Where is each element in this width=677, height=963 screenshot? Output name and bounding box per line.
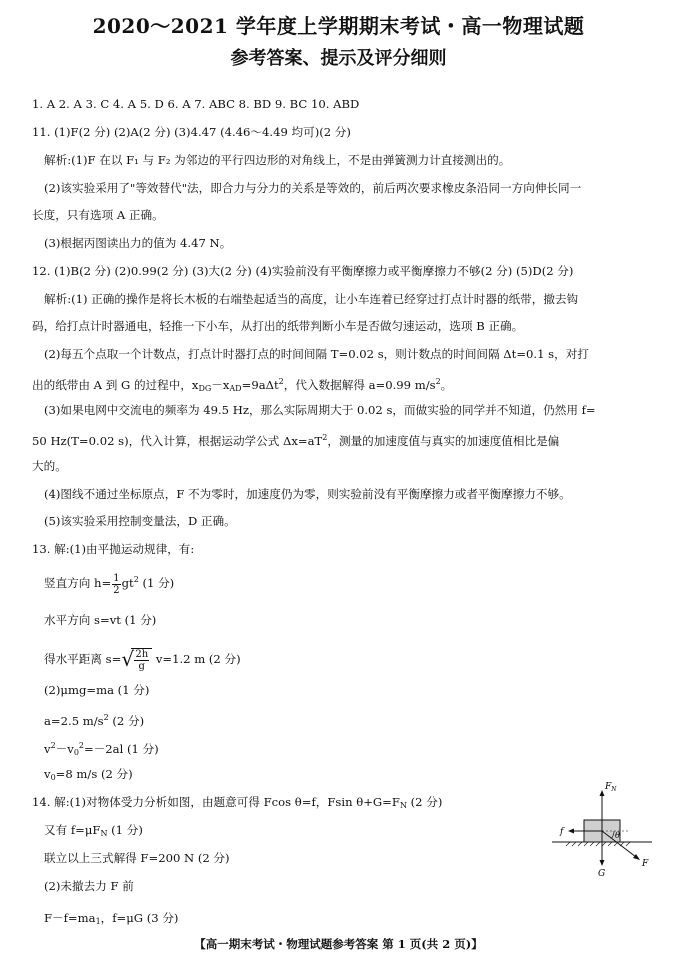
label: F xyxy=(605,782,612,792)
force-diagram xyxy=(552,780,652,880)
denominator: 2 xyxy=(113,584,120,596)
text: v xyxy=(44,767,51,781)
q11-line-3: 长度，只有选项 A 正确。 xyxy=(32,208,164,222)
q12-line-4 xyxy=(32,374,452,397)
text: (1 分) xyxy=(107,823,143,837)
q13-vertical xyxy=(44,572,174,596)
label-sub: N xyxy=(611,786,617,793)
text: (2 分) xyxy=(406,795,443,809)
normal-force-label xyxy=(604,782,617,793)
arrow-head-icon xyxy=(600,860,605,866)
text: (2 分) xyxy=(108,714,145,728)
q12-line-8: (4)图线不通过坐标原点，F 不为零时，加速度仍为零，则实验前没有平衡摩擦力或者平衡摩擦力不够。 xyxy=(44,487,571,501)
q14-head xyxy=(32,794,442,814)
superscript: 2 xyxy=(50,741,56,750)
subscript: AD xyxy=(229,384,242,393)
text: －v xyxy=(55,742,74,756)
superscript: 2 xyxy=(78,741,84,750)
page-subtitle: 参考答案、提示及评分细则 xyxy=(230,48,447,69)
q13-accel xyxy=(44,710,144,729)
q13-velocity-eq xyxy=(44,738,159,761)
q13-horizontal: 水平方向 s=vt (1 分) xyxy=(44,613,157,627)
radical-icon: √ xyxy=(121,647,135,671)
text: (1 分) xyxy=(138,576,175,590)
q14-line-3: (2)未撤去力 F 前 xyxy=(44,879,134,893)
text: =－2al (1 分) xyxy=(84,742,159,756)
numerator: 2h xyxy=(135,649,149,660)
page-footer: 【高一期末考试・物理试题参考答案 第 1 页(共 2 页)】 xyxy=(194,937,483,951)
q12-line-9: (5)该实验采用控制变量法，D 正确。 xyxy=(44,514,236,528)
q14-line-1 xyxy=(44,822,143,842)
superscript: 2 xyxy=(133,575,139,584)
q11-line-4: (3)根据丙图读出力的值为 4.47 N。 xyxy=(44,236,232,250)
text: －x xyxy=(211,378,230,392)
fraction xyxy=(134,649,149,672)
q12-line-3: (2)每五个点取一个计数点，打点计时器打点的时间间隔 T=0.02 s，则计数点的时间间隔 Δt=0.1 s，对打 xyxy=(44,347,589,361)
text: 14. 解:(1)对物体受力分析如图，由题意可得 Fcos θ=f，Fsin θ+G=F xyxy=(32,795,400,809)
text: =9aΔt xyxy=(241,378,279,392)
q13-distance xyxy=(44,648,241,672)
q12-line-6 xyxy=(32,430,559,449)
angle-label: θ xyxy=(615,831,620,840)
text: ，f=μG (3 分) xyxy=(100,911,179,925)
q12-line-1: 解析:(1) 正确的操作是将长木板的右端垫起适当的高度，让小车连着已经穿过打点计时器的纸带，撤去钩 xyxy=(44,292,579,306)
text: F－f=ma xyxy=(44,911,96,925)
q13-v0 xyxy=(44,766,133,786)
choice-answers: 1. A 2. A 3. C 4. A 5. D 6. A 7. ABC 8. BD 9. BC 10. ABD xyxy=(32,97,360,111)
superscript: 2 xyxy=(103,713,109,722)
text: 出的纸带由 A 到 G 的过程中，x xyxy=(32,378,199,392)
subscript: N xyxy=(399,801,407,810)
q14-line-2: 联立以上三式解得 F=200 N (2 分) xyxy=(44,851,230,865)
text: 得水平距离 s= xyxy=(44,652,122,666)
arrow-head-icon xyxy=(600,790,605,796)
text: ，代入数据解得 a=0.99 m/s xyxy=(283,378,436,392)
applied-force-label: F xyxy=(642,859,649,869)
text: 竖直方向 h= xyxy=(44,576,112,590)
text: v=1.2 m (2 分) xyxy=(152,652,241,666)
text: ，测量的加速度值与真实的加速度值相比是偏 xyxy=(327,434,560,448)
q11-head: 11. (1)F(2 分) (2)A(2 分) (3)4.47 (4.46～4.49 均可)(2 分) xyxy=(32,125,351,139)
subscript: DG xyxy=(198,384,212,393)
subscript: N xyxy=(100,829,108,838)
subscript: 1 xyxy=(95,917,101,926)
q13-head: 13. 解:(1)由平抛运动规律，有: xyxy=(32,542,195,556)
q12-head: 12. (1)B(2 分) (2)0.99(2 分) (3)大(2 分) (4)实验前没有平衡摩擦力或平衡摩擦力不够(2 分) (5)D(2 分) xyxy=(32,264,574,278)
text: 50 Hz(T=0.02 s)，代入计算，根据运动学公式 Δx=aT xyxy=(32,434,323,448)
q12-line-5: (3)如果电网中交流电的频率为 49.5 Hz，那么实际周期大于 0.02 s，而做实验的同学并不知道，仍然用 f= xyxy=(44,403,596,417)
superscript: 2 xyxy=(322,433,328,442)
text: =8 m/s (2 分) xyxy=(55,767,133,781)
subscript: 0 xyxy=(73,748,79,757)
square-root xyxy=(121,648,152,672)
superscript: 2 xyxy=(435,377,441,386)
q12-line-2: 码，给打点计时器通电，轻推一下小车，从打出的纸带判断小车是否做匀速运动，选项 B 正确。 xyxy=(32,319,524,333)
subscript: 0 xyxy=(50,773,56,782)
q11-line-2: (2)该实验采用了"等效替代"法，即合力与分力的关系是等效的，前后两次要求橡皮条沿同一方向伸长同一 xyxy=(44,181,582,195)
q14-line-4 xyxy=(44,910,178,930)
text: v xyxy=(44,742,51,756)
text: a=2.5 m/s xyxy=(44,714,104,728)
text: 又有 f=μF xyxy=(44,823,101,837)
superscript: 2 xyxy=(278,377,284,386)
q13-part2: (2)μmg=ma (1 分) xyxy=(44,683,150,697)
numerator: 1 xyxy=(113,572,120,584)
arrow-head-icon xyxy=(568,829,574,834)
fraction xyxy=(112,573,120,596)
text: gt xyxy=(121,576,134,590)
text: 。 xyxy=(440,378,453,392)
gravity-label: G xyxy=(598,869,606,879)
radicand xyxy=(131,648,152,672)
denominator: g xyxy=(138,661,145,672)
friction-label: f xyxy=(560,827,564,837)
page-title: 2020～2021 学年度上学期期末考试・高一物理试题 xyxy=(92,14,585,38)
q12-line-7: 大的。 xyxy=(32,459,67,473)
q11-line-1: 解析:(1)F 在以 F₁ 与 F₂ 为邻边的平行四边形的对角线上，不是由弹簧测力计直接测出的。 xyxy=(44,153,511,167)
